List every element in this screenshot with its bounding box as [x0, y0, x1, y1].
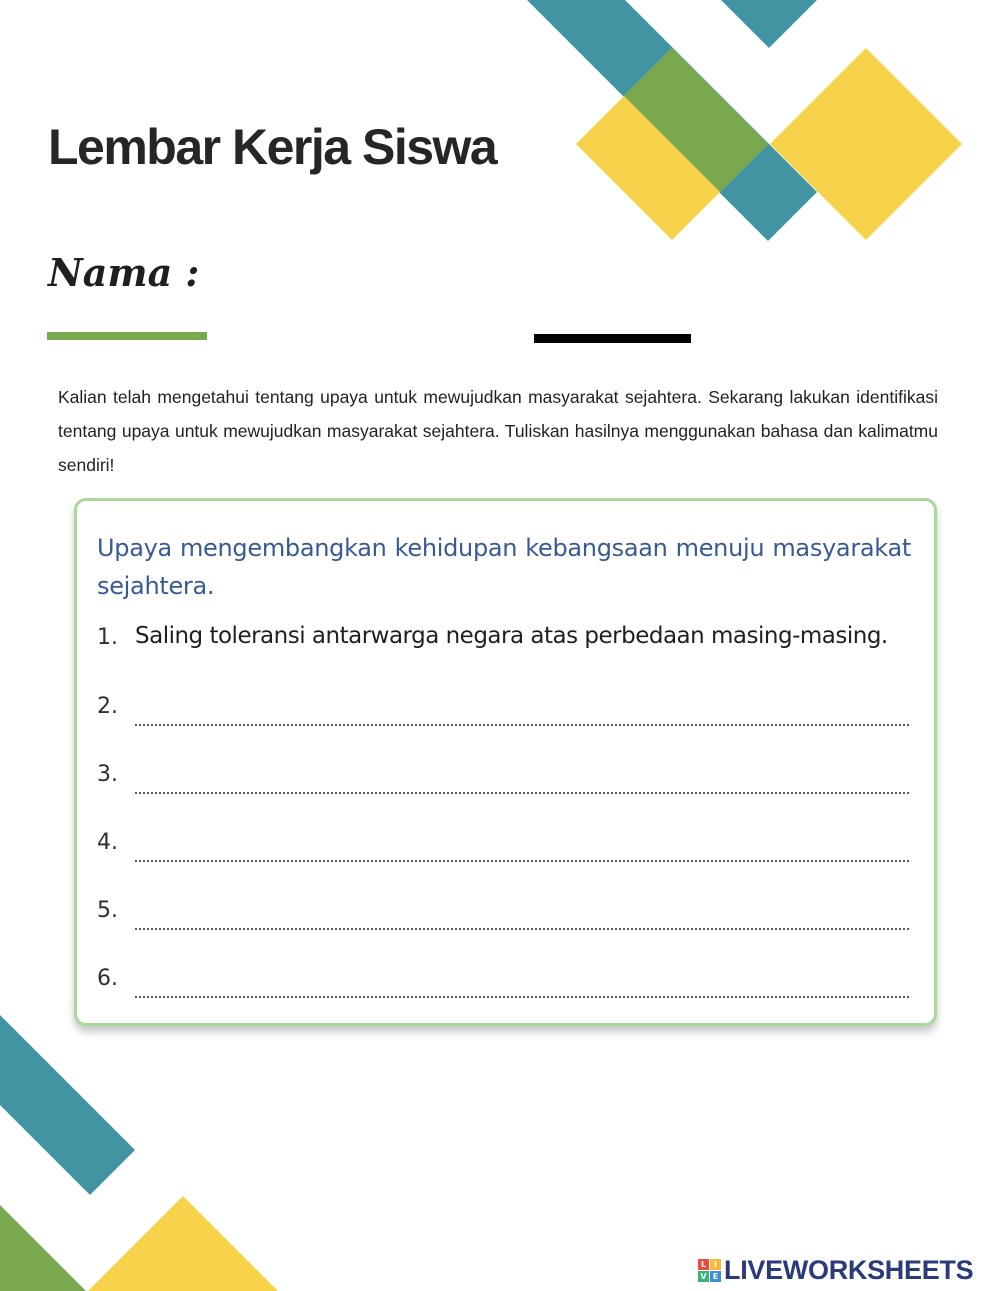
exercise-card [74, 498, 937, 1026]
answer-input-5[interactable] [135, 904, 909, 930]
item-number: 3. [97, 762, 118, 787]
list-item [97, 898, 911, 932]
item-number: 4. [97, 830, 118, 855]
name-underline-accent [47, 332, 207, 340]
logo-letter: V [698, 1271, 709, 1282]
green-triangle-bottom-left [0, 1205, 86, 1291]
worksheet-title: Lembar Kerja Siswa [48, 119, 497, 175]
logo-letter: L [698, 1259, 709, 1270]
name-label: Nama : [48, 250, 200, 295]
name-input[interactable] [534, 300, 691, 343]
exercise-heading: Upaya mengembangkan kehidupan kebangsaan menuju masyarakat sejahtera. [97, 534, 911, 600]
answer-input-4[interactable] [135, 836, 909, 862]
item-number: 2. [97, 694, 118, 719]
yellow-diamond-left [576, 48, 768, 240]
answer-input-6[interactable] [135, 972, 909, 998]
item-number: 1. [97, 625, 118, 650]
logo-letter: I [710, 1259, 721, 1270]
list-item [97, 694, 911, 728]
item-number: 5. [97, 898, 118, 923]
yellow-triangle-bottom [88, 1196, 278, 1291]
yellow-diamond-right [770, 48, 962, 240]
liveworksheets-logo-icon [698, 1259, 721, 1282]
green-diamond [624, 48, 768, 192]
logo-text: LIVEWORKSHEETS [724, 1254, 974, 1285]
list-item [97, 830, 911, 864]
example-answer-text: Saling toleransi antarwarga negara atas perbedaan masing-masing. [135, 623, 888, 649]
answer-input-3[interactable] [135, 768, 909, 794]
teal-triangle-top-right [721, 0, 817, 48]
instructions-text: Kalian telah mengetahui tentang upaya untuk mewujudkan masyarakat sejahtera. Sekarang lakukan identifikasi tentang upaya untuk mewujudkan masyarakat sejahtera. Tuliskan hasilnya menggunakan bahasa dan kalimatmu sendiri! [58, 387, 938, 475]
teal-stripe-top [527, 0, 817, 241]
teal-stripe-bottom-left [0, 1015, 135, 1195]
list-item [97, 625, 911, 659]
logo-letter: E [710, 1271, 721, 1282]
list-item [97, 966, 911, 1000]
item-number: 6. [97, 966, 118, 991]
list-item [97, 762, 911, 796]
answer-input-2[interactable] [135, 700, 909, 726]
liveworksheets-logo [698, 1255, 973, 1285]
